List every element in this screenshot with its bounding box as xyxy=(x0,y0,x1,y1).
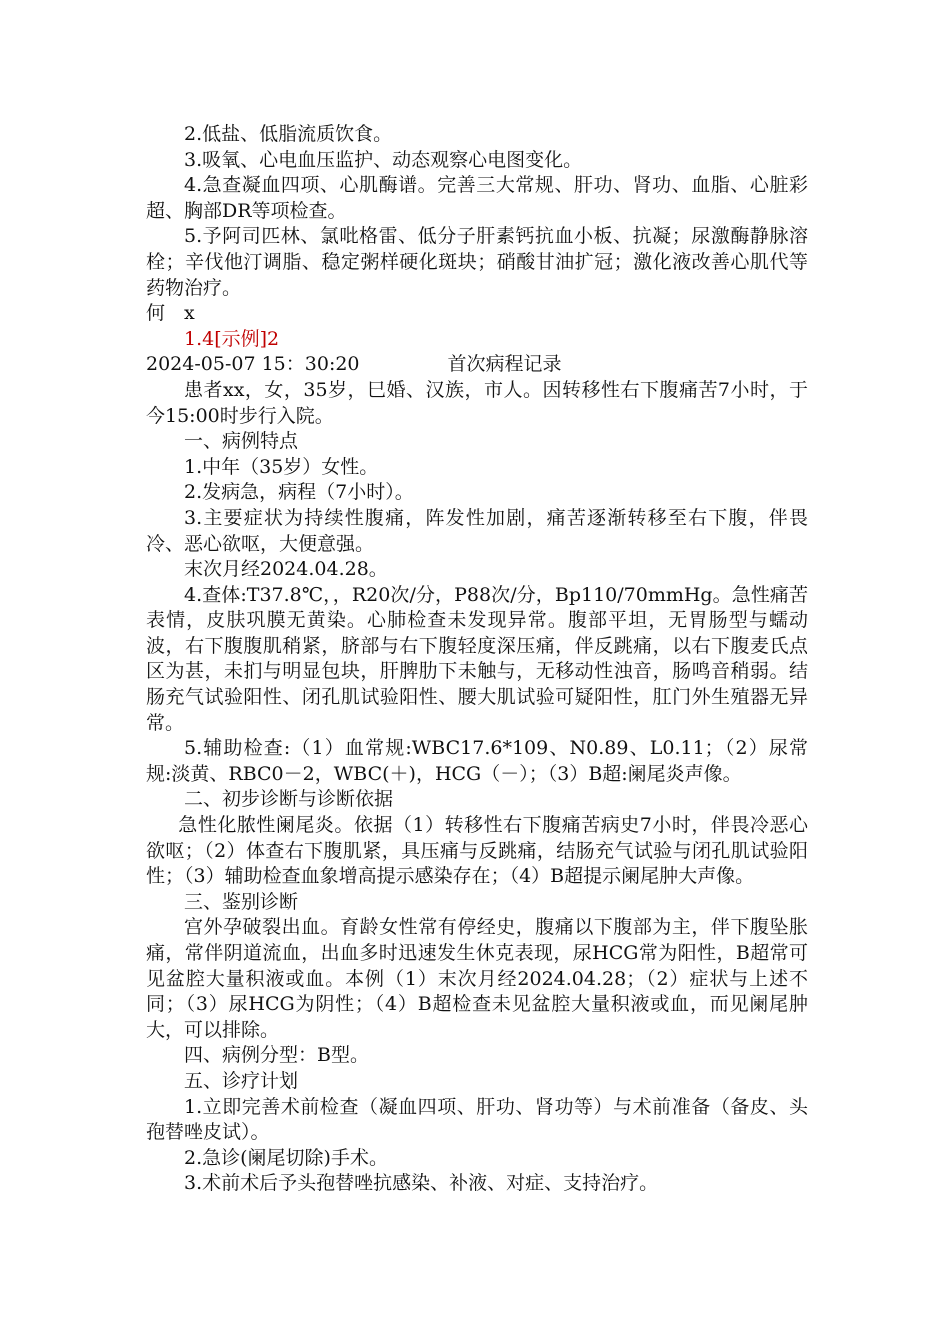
section-title-case-features: 一、病例特点 xyxy=(184,430,299,453)
record-title: 首次病程记录 xyxy=(447,353,562,376)
last-menstrual-period: 末次月经2024.04.28。 xyxy=(184,558,388,581)
section-title-differential: 三、鉴别诊断 xyxy=(184,890,299,913)
document-page xyxy=(146,122,808,1197)
record-header xyxy=(146,352,808,378)
case-feature-1: 1.中年（35岁）女性。 xyxy=(184,455,379,478)
differential-text: 宫外孕破裂出血。育龄女性常有停经史，腹痛以下腹部为主，伴下腹坠胀痛，常伴阴道流血，出血多时迅速发生休克表现，尿HCG常为阳性，B超常可见盆腔大量积液或血。本例（1）末次月经2024.04.28；（2）症状与上述不同；（3）尿HCG为阴性；（4）B超检查未见盆腔大量积液或血，而见阑尾肿大，可以排除。 xyxy=(146,916,808,1041)
record-datetime: 2024-05-07 15：30:20 xyxy=(146,353,360,376)
diagnosis-text: 急性化脓性阑尾炎。依据（1）转移性右下腹痛苦病史7小时，伴畏冷恶心欲呕；（2）体查右下腹肌紧，具压痛与反跳痛，结肠充气试验与闭孔肌试验阳性；（3）辅助检查血象增高提示感染存在；（4）B超提示阑尾肿大声像。 xyxy=(146,814,808,888)
case-feature-2: 2.发病急，病程（7小时）。 xyxy=(184,481,414,504)
treatment-item-3: 3.术前术后予头孢替唑抗感染、补液、对症、支持治疗。 xyxy=(184,1172,659,1195)
case-feature-5-auxiliary-exam: 5.辅助检查:（1）血常规:WBC17.6*109、N0.89、L0.11；（2）尿常规:淡黄、RBC0－2，WBC(＋)，HCG（－）；（3）B超:阑尾炎声像。 xyxy=(146,737,808,785)
patient-intro: 患者xx，女，35岁，巳婚、汉族，市人。因转移性右下腹痛苦7小时，于今15:00时步行入院。 xyxy=(146,378,808,427)
doctor-signature: 何 x xyxy=(146,302,195,325)
plan-item-3: 3.吸氧、心电血压监护、动态观察心电图变化。 xyxy=(184,148,583,171)
case-feature-3: 3.主要症状为持续性腹痛，阵发性加剧，痛苦逐渐转移至右下腹，伴畏冷、恶心欲呕，大便意强。 xyxy=(146,506,808,555)
plan-item-5: 5.予阿司匹林、氯吡格雷、低分子肝素钙抗血小板、抗凝；尿激酶静脉溶栓；辛伐他汀调脂、稳定粥样硬化斑块；硝酸甘油扩冠；激化液改善心肌代等药物治疗。 xyxy=(146,225,808,299)
plan-item-2: 2.低盐、低脂流质饮食。 xyxy=(184,123,393,145)
case-feature-4-physical-exam: 4.查体:T37.8℃，，R20次/分，P88次/分，Bp110/70mmHg。急性痛苦表情，皮肤巩膜无黄染。心肺检查未发现异常。腹部平坦，无胃肠型与蠕动波，右下腹腹肌稍紧，脐部与右下腹轻度深压痛，伴反跳痛，以右下腹麦氏点区为甚，未扪与明显包块，肝脾肋下未触与，无移动性浊音，肠鸣音稍弱。结肠充气试验阳性、闭孔肌试验阳性、腰大肌试验可疑阳性，肛门外生殖器无异常。 xyxy=(146,583,808,734)
section-title-case-type: 四、病例分型：B型。 xyxy=(184,1044,369,1067)
treatment-item-1: 1.立即完善术前检查（凝血四项、肝功、肾功等）与术前准备（备皮、头孢替唑皮试）。 xyxy=(146,1095,808,1144)
section-title-diagnosis: 二、初步诊断与诊断依据 xyxy=(184,788,394,811)
section-title-treatment-plan: 五、诊疗计划 xyxy=(184,1069,299,1092)
example-heading: 1.4[示例]2 xyxy=(184,327,280,350)
plan-item-4: 4.急查凝血四项、心肌酶谱。完善三大常规、肝功、肾功、血脂、心脏彩超、胸部DR等项检查。 xyxy=(146,174,808,222)
treatment-item-2: 2.急诊(阑尾切除)手术。 xyxy=(184,1146,388,1169)
